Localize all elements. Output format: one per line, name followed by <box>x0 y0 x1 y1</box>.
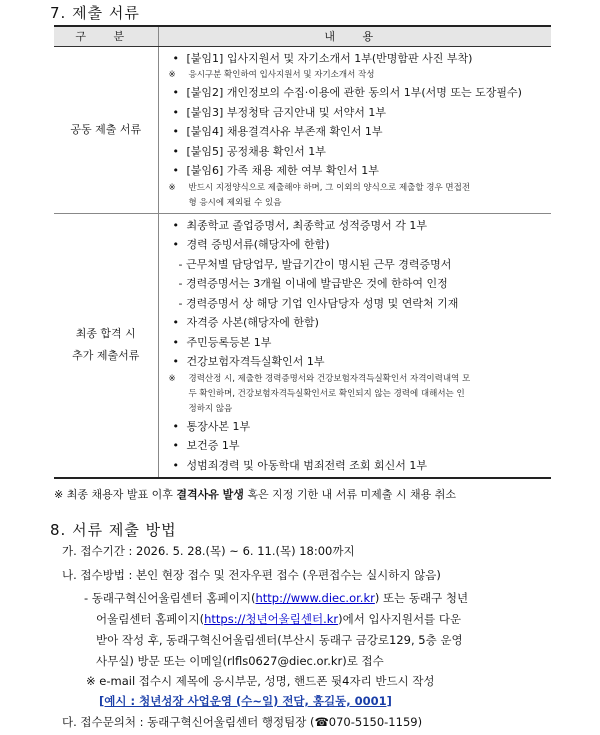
note-text: 반드시 지정양식으로 제출해야 하며, 그 이외의 양식으로 제출할 경우 면접전 <box>188 182 471 193</box>
footnote-bold: 결격사유 발생 <box>176 488 244 501</box>
bullet-icon: • <box>172 105 179 119</box>
reference-mark-icon: ※ <box>168 182 176 193</box>
sub-item: - 경력증명서는 3개월 이내에 발급받은 것에 한하여 인정 <box>178 277 448 290</box>
cancellation-footnote <box>54 486 456 502</box>
bullet-icon: • <box>172 125 179 138</box>
bullet-icon: • <box>172 316 179 329</box>
list-item-text: [붙임5] 공정채용 확인서 1부 <box>186 144 326 158</box>
sub-item: - 경력증명서 상 해당 기업 인사담당자 성명 및 연락처 기재 <box>178 296 459 310</box>
list-item-text: 자격증 사본(해당자에 한함) <box>186 316 319 329</box>
detail-line4-b: )로 접수 <box>342 654 384 668</box>
bullet-icon: • <box>172 218 179 232</box>
list-item-text: [붙임6] 가족 채용 제한 여부 확인서 1부 <box>186 164 379 177</box>
email-subject-example: [예시 : 청년성장 사업운영 (수~일) 전담, 홍길동, 0001] <box>99 694 392 708</box>
method-detail-line3: 받아 작성 후, 동래구혁신어울림센터(부산시 동래구 금강로129, 5층 운영 <box>96 633 463 647</box>
submission-method: 나. 접수방법 : 본인 현장 접수 및 전자우편 접수 (우편접수는 실시하지 않음) <box>62 568 441 582</box>
common-documents-row <box>54 46 551 213</box>
list-item <box>167 456 546 476</box>
bullet-icon: • <box>172 419 179 433</box>
list-item <box>167 122 546 142</box>
youth-center-homepage-link[interactable]: https://청년어울림센터.kr <box>204 612 339 626</box>
list-item-text: 최종학교 졸업증명서, 최종학교 성적증명서 각 1부 <box>186 218 427 232</box>
list-item-text: [붙임4] 채용결격사유 부존재 확인서 1부 <box>186 125 383 138</box>
method-detail-line4 <box>96 652 384 670</box>
final-content <box>158 213 551 478</box>
sub-item: - 근무처별 담당업무, 발급기간이 명시된 근무 경력증명서 <box>178 257 452 271</box>
section-7-title: 7. 제출 서류 <box>50 4 140 22</box>
submission-period: 가. 접수기간 : 2026. 5. 28.(목) ~ 6. 11.(목) 18:00까지 <box>62 544 355 558</box>
contact-info: 다. 접수문의처 : 동래구혁신어울림센터 행정팀장 (☎070-5150-1159) <box>62 715 423 729</box>
note <box>167 372 546 417</box>
note <box>167 68 546 83</box>
footnote-suffix: 혹은 지정 기한 내 서류 미제출 시 채용 취소 <box>243 488 457 501</box>
note-text-continued: 두 확인하며, 건강보험자격득실확인서로 확인되지 않는 경력에 대해서는 인 <box>188 388 465 399</box>
contact-email[interactable]: rlfls0627@diec.or.kr <box>227 654 343 668</box>
method-detail-line1 <box>84 589 468 607</box>
bullet-icon: • <box>172 51 179 65</box>
note-text: 경력산정 시, 제출한 경력증명서와 건강보험자격득실확인서 자격이력내역 모 <box>188 373 471 384</box>
list-item-text: 건강보험자격득실확인서 1부 <box>186 355 325 368</box>
bullet-icon: • <box>172 238 179 251</box>
final-category-line1: 최종 합격 시 <box>75 327 136 341</box>
list-item <box>167 333 546 353</box>
list-item <box>167 103 546 123</box>
bullet-icon: • <box>172 439 179 452</box>
list-item <box>167 83 546 103</box>
list-item-text: 성범죄경력 및 아동학대 범죄전력 조회 회신서 1부 <box>186 458 427 472</box>
method-detail-line2 <box>96 610 461 628</box>
list-item-text: 통장사본 1부 <box>186 419 251 433</box>
final-category-line2: 추가 제출서류 <box>72 349 140 363</box>
note <box>167 181 546 211</box>
bullet-icon: • <box>172 335 179 349</box>
detail-line2-a: 어울림센터 홈페이지( <box>96 612 205 626</box>
bullet-icon: • <box>172 355 179 368</box>
list-item <box>167 436 546 456</box>
header-content: 내 용 <box>158 26 551 46</box>
bullet-icon: • <box>172 86 179 99</box>
note-text-continued: 형 응시에 제외될 수 있음 <box>188 197 282 208</box>
list-item <box>167 216 546 236</box>
list-item <box>167 161 546 181</box>
reference-mark-icon: ※ <box>168 70 176 80</box>
note-text-continued: 정하지 않음 <box>188 403 233 414</box>
list-item-text: [붙임3] 부정청탁 금지안내 및 서약서 1부 <box>186 105 386 119</box>
footnote-prefix: ※ 최종 채용자 발표 이후 <box>54 488 177 501</box>
list-item <box>167 235 546 255</box>
detail-line2-b: )에서 입사지원서를 다운 <box>338 612 462 626</box>
section-8-title: 8. 서류 제출 방법 <box>50 521 177 539</box>
detail-line1-b: ) 또는 동래구 청년 <box>374 591 469 605</box>
list-item <box>167 313 546 333</box>
final-documents-row <box>54 213 551 478</box>
documents-table <box>54 25 551 479</box>
common-content <box>158 46 551 213</box>
bullet-icon: • <box>172 144 179 158</box>
detail-line4-a: 사무실) 방문 또는 이메일( <box>96 654 228 668</box>
list-item-text: 보건증 1부 <box>186 439 240 452</box>
bullet-icon: • <box>172 458 179 472</box>
table-header-row <box>54 26 551 46</box>
list-item-text: [붙임2] 개인정보의 수집·이용에 관한 동의서 1부(서명 또는 도장필수) <box>186 86 522 99</box>
list-item <box>167 142 546 162</box>
note-text: 응시구분 확인하여 입사지원서 및 자기소개서 작성 <box>188 70 375 80</box>
final-category <box>54 213 158 478</box>
list-item <box>167 417 546 437</box>
list-item-text: 경력 증빙서류(해당자에 한함) <box>186 238 330 251</box>
bullet-icon: • <box>172 164 179 177</box>
list-item <box>167 352 546 372</box>
list-item <box>167 49 546 69</box>
email-subject-note: ※ e-mail 접수시 제목에 응시부문, 성명, 핸드폰 뒷4자리 반드시 작성 <box>86 674 435 688</box>
detail-line1-a: - 동래구혁신어울림센터 홈페이지( <box>84 591 256 605</box>
diec-homepage-link[interactable]: http://www.diec.or.kr <box>255 591 375 605</box>
reference-mark-icon: ※ <box>168 373 176 384</box>
list-item-text: 주민등록등본 1부 <box>186 335 272 349</box>
common-category: 공동 제출 서류 <box>54 46 158 213</box>
header-category: 구 분 <box>54 26 158 46</box>
list-item-text: [붙임1] 입사지원서 및 자기소개서 1부(반명함판 사진 부착) <box>186 51 473 65</box>
